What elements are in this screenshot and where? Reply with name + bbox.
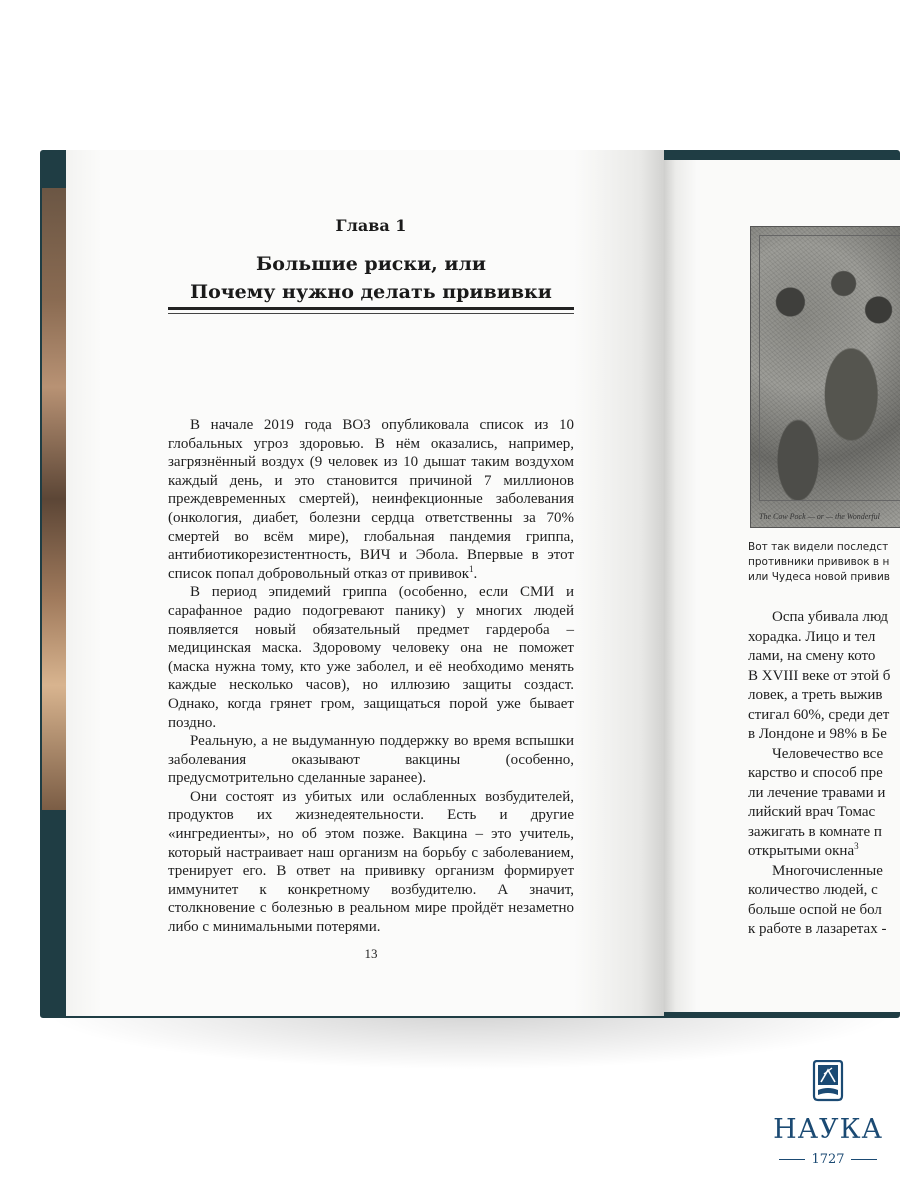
cover-artwork-strip: [42, 188, 66, 810]
right-text-line: Человечество все: [772, 745, 884, 762]
right-text-line: зажигать в комнате п: [748, 823, 882, 840]
engraving-illustration: [750, 226, 900, 528]
paragraph-3: Реальную, а не выдуманную поддержку во время вспышки заболевания оказывают вакцины (особенно, предусмотрительно сделанные заранее).: [168, 733, 574, 787]
caption-line: Вот так видели последст: [748, 541, 889, 553]
right-text-line: ли лечение травами и: [748, 784, 886, 801]
book-emblem-icon: [810, 1060, 846, 1104]
publisher-name: НАУКА: [773, 1114, 883, 1145]
right-page: [664, 160, 900, 1012]
right-text-line: больше оспой не бол: [748, 901, 882, 918]
publisher-logo: [768, 1060, 888, 1170]
right-text-line: ловек, а треть выжив: [748, 687, 883, 703]
chapter-title: [168, 250, 574, 306]
right-text-line: карство и способ пре: [748, 765, 883, 781]
right-text-line: Оспа убивала люд: [772, 609, 889, 625]
right-text-line: В XVIII веке от этой б: [748, 667, 891, 684]
footnote-marker: 3: [854, 841, 859, 851]
caption-line: противники прививок в н: [748, 556, 890, 568]
right-page-text: [748, 608, 900, 940]
right-text-line: лийский врач Томас: [748, 804, 876, 820]
page-number: 13: [364, 946, 378, 961]
right-text-line: открытыми окна$^3$: [748, 841, 859, 859]
chapter-title-line-2: Почему нужно делать прививки: [190, 281, 552, 303]
paragraph-2: В период эпидемий гриппа (особенно, если СМИ и сарафанное радио подогревают панику) у многих людей появляется новый обязательный предмет гардероба – медицинская маска. Здоровому человеку она не поможет (маска нужна тому, кто уже заболел, и её необходимо менять каждые несколько часов), но иллюзию защиты создаст. Однако, когда грянет гром, защищаться порой уже бывает поздно.: [168, 584, 574, 731]
illustration-caption: [748, 540, 900, 585]
engraving-caption: The Cow Pock — or — the Wonderful: [759, 512, 880, 521]
footnote-marker: 1: [469, 563, 474, 574]
engraving-scene: [759, 235, 900, 501]
paragraph-4: Они состоят из убитых или ослабленных возбудителей, продуктов их жизнедеятельности. Есть и другие «ингредиенты», но об этом позже. Вакцина – это учитель, который настраивает наш организм на борьбу с заболеванием, тренирует его. В ответ на прививку организм формирует иммунитет к конкретному возбудителю. А значит, столкновение с болезнью в реальном мире пройдёт незаметно либо с минимальными потерями.: [168, 788, 574, 936]
caption-line: или Чудеса новой привив: [748, 571, 890, 583]
body-text: [168, 416, 574, 937]
title-rule-thick: [168, 307, 574, 310]
right-text-line: количество людей, с: [748, 882, 878, 898]
right-text-line: Многочисленные: [772, 862, 883, 879]
right-text-line: стигал 60%, среди дет: [748, 706, 890, 723]
title-rule-thin: [168, 313, 574, 314]
right-text-line: к работе в лазаретах -: [748, 921, 887, 937]
right-text-line: хорадка. Лицо и тел: [748, 628, 876, 645]
chapter-label: Глава 1: [335, 216, 407, 235]
publisher-year: 1727: [768, 1152, 888, 1167]
right-text-line: лами, на смену кото: [748, 648, 876, 664]
paragraph-1: В начале 2019 года ВОЗ опубликовала список из 10 глобальных угроз здоровью. В нём оказались, например, загрязнённый воздух (9 человек из 10 дышат таким воздухом каждый день, и это становится причиной 7 миллионов преждевременных смертей), неинфекционные заболевания (онкология, диабет, болезни сердца ответственны за 70% смертей во всём мире), глобальная пандемия гриппа, антибиотикорезистентность, ВИЧ и Эбола. Впервые в этот список попал добровольный отказ от прививок$^1$.: [168, 417, 574, 582]
chapter-title-line-1: Большие риски, или: [256, 253, 486, 275]
right-text-line: в Лондоне и 98% в Бе: [748, 726, 887, 742]
